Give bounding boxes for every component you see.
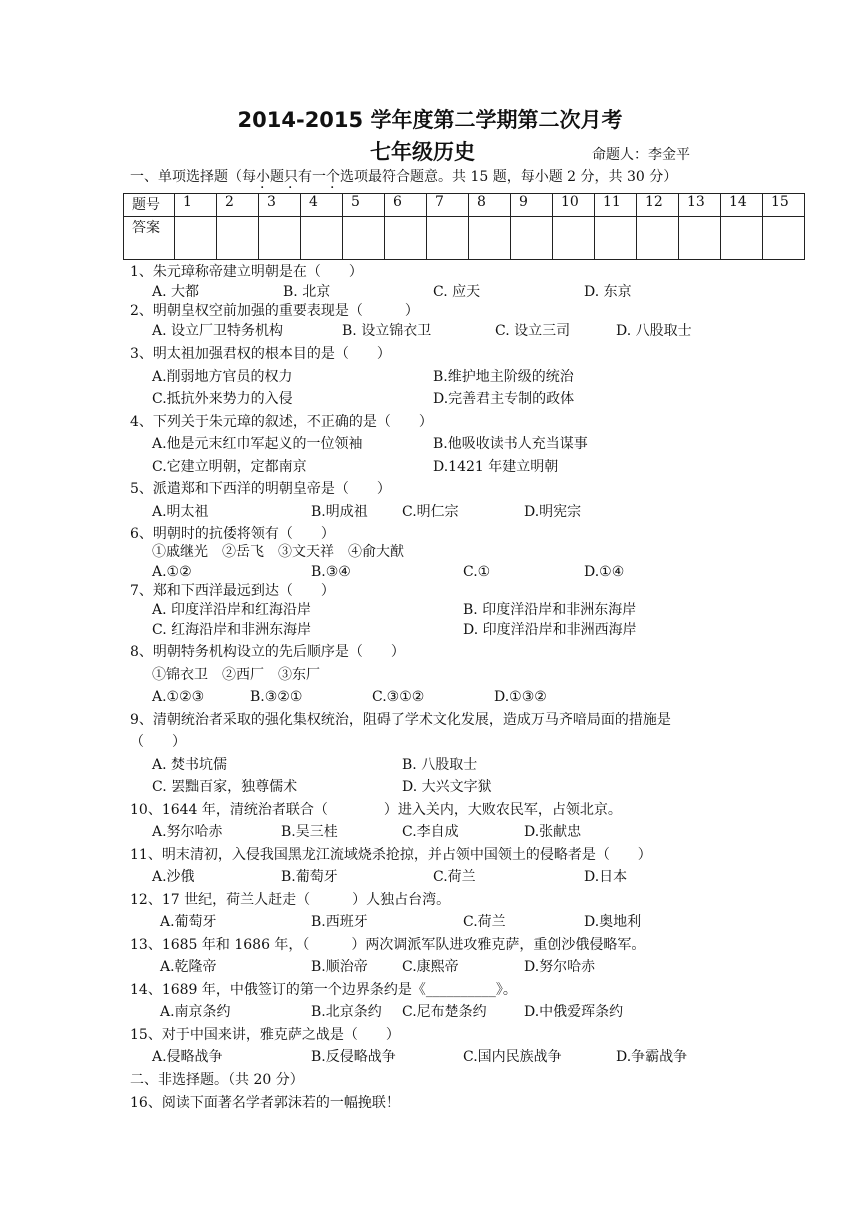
- answer-cell[interactable]: [595, 217, 637, 260]
- table-number-cell: 15: [763, 194, 805, 217]
- question-3-stem: 3、明太祖加强君权的根本目的是（ ）: [130, 346, 391, 362]
- question-2-option-d: D. 八股取士: [616, 323, 692, 339]
- question-4-option-d: D.1421 年建立明朝: [433, 459, 559, 475]
- question-7-option-a: A. 印度洋沿岸和红海沿岸: [152, 602, 312, 618]
- question-6-choices: ①戚继光 ②岳飞 ③文天祥 ④俞大猷: [152, 544, 404, 560]
- question-3-option-a: A.削弱地方官员的权力: [152, 369, 293, 385]
- question-9-option-c: C. 罢黜百家，独尊儒术: [152, 779, 298, 795]
- question-1-option-c: C. 应天: [433, 284, 481, 300]
- question-12-option-a: A.葡萄牙: [160, 914, 217, 930]
- question-2-option-a: A. 设立厂卫特务机构: [152, 323, 284, 339]
- question-7-stem: 7、郑和下西洋最远到达（ ）: [130, 583, 335, 599]
- table-number-cell: 14: [721, 194, 763, 217]
- question-9-stem-continued: （ ）: [130, 734, 186, 750]
- exam-author: 命题人：李金平: [592, 147, 690, 163]
- table-number-cell: 9: [511, 194, 553, 217]
- table-number-cell: 7: [427, 194, 469, 217]
- question-8-option-a: A.①②③: [152, 689, 205, 705]
- answer-cell[interactable]: [427, 217, 469, 260]
- question-14-option-a: A.南京条约: [160, 1004, 231, 1020]
- question-11-option-b: B.葡萄牙: [281, 869, 338, 885]
- answer-cell[interactable]: [553, 217, 595, 260]
- question-13-option-b: B.顺治帝: [311, 959, 368, 975]
- question-2-stem: 2、明朝皇权空前加强的重要表现是（ ）: [130, 303, 419, 319]
- question-15-option-c: C.国内民族战争: [463, 1049, 562, 1065]
- table-number-cell: 1: [175, 194, 217, 217]
- question-13-option-c: C.康熙帝: [402, 959, 459, 975]
- question-6-option-c: C.①: [463, 564, 491, 580]
- answer-cell[interactable]: [469, 217, 511, 260]
- answer-table: [123, 193, 805, 260]
- question-4-option-b: B.他吸收读书人充当谋事: [433, 436, 588, 452]
- question-11-stem: 11、明末清初，入侵我国黑龙江流域烧杀抢掠，并占领中国领土的侵略者是（ ）: [130, 847, 652, 863]
- question-9-option-d: D. 大兴文字狱: [402, 779, 492, 795]
- exam-title: 2014-2015 学年度第二学期第二次月考: [237, 108, 623, 132]
- question-6-stem: 6、明朝时的抗倭将领有（ ）: [130, 526, 335, 542]
- question-10-stem: 10、1644 年，清统治者联合（ ）进入关内，大败农民军，占领北京。: [130, 802, 622, 818]
- question-8-stem: 8、明朝特务机构设立的先后顺序是（ ）: [130, 644, 405, 660]
- answer-table-number-row: [124, 194, 805, 217]
- answer-table-answer-row: [124, 217, 805, 260]
- question-10-option-c: C.李自成: [402, 824, 459, 840]
- table-number-cell: 8: [469, 194, 511, 217]
- question-11-option-a: A.沙俄: [152, 869, 195, 885]
- question-3-option-c: C.抵抗外来势力的入侵: [152, 391, 293, 407]
- question-14-stem: 14、1689 年，中俄签订的第一个边界条约是《__________》。: [130, 982, 517, 998]
- question-4-option-a: A.他是元末红巾军起义的一位领袖: [152, 436, 363, 452]
- question-11-option-d: D.日本: [584, 869, 628, 885]
- answer-cell[interactable]: [721, 217, 763, 260]
- question-4-stem: 4、下列关于朱元璋的叙述，不正确的是（ ）: [130, 414, 433, 430]
- question-5-option-c: C.明仁宗: [402, 504, 459, 520]
- question-9-option-a: A. 焚书坑儒: [152, 757, 228, 773]
- question-6-option-b: B.③④: [311, 564, 351, 580]
- table-number-cell: 3: [259, 194, 301, 217]
- question-8-option-d: D.①③②: [494, 689, 547, 705]
- question-13-option-a: A.乾隆帝: [160, 959, 217, 975]
- section2-heading: 二、非选择题。（共 20 分）: [130, 1072, 304, 1088]
- question-13-stem: 13、1685 年和 1686 年，（ ）两次调派军队进攻雅克萨，重创沙俄侵略军。: [130, 937, 646, 953]
- answer-cell[interactable]: [217, 217, 259, 260]
- question-12-option-b: B.西班牙: [311, 914, 368, 930]
- answer-cell[interactable]: [385, 217, 427, 260]
- question-1-option-a: A. 大都: [152, 284, 200, 300]
- answer-cell[interactable]: [679, 217, 721, 260]
- table-number-cell: 2: [217, 194, 259, 217]
- exam-subtitle: 七年级历史: [370, 140, 475, 164]
- question-7-option-d: D. 印度洋沿岸和非洲西海岸: [463, 622, 637, 638]
- question-8-option-c: C.③①②: [372, 689, 425, 705]
- question-15-option-a: A.侵略战争: [152, 1049, 223, 1065]
- table-number-cell: 11: [595, 194, 637, 217]
- table-number-cell: 13: [679, 194, 721, 217]
- question-10-option-d: D.张献忠: [524, 824, 582, 840]
- question-5-stem: 5、派遣郑和下西洋的明朝皇帝是（ ）: [130, 481, 391, 497]
- question-15-option-d: D.争霸战争: [616, 1049, 688, 1065]
- table-number-cell: 5: [343, 194, 385, 217]
- question-12-stem: 12、17 世纪，荷兰人赶走（ ）人独占台湾。: [130, 892, 451, 908]
- question-8-choices: ①锦衣卫 ②西厂 ③东厂: [152, 667, 320, 683]
- question-9-stem: 9、清朝统治者采取的强化集权统治，阻碍了学术文化发展，造成万马齐喑局面的措施是: [130, 712, 671, 728]
- table-number-cell: 6: [385, 194, 427, 217]
- question-16-stem: 16、阅读下面著名学者郭沫若的一幅挽联！: [130, 1095, 400, 1111]
- question-3-option-b: B.维护地主阶级的统治: [433, 369, 574, 385]
- question-4-option-c: C.它建立明朝，定都南京: [152, 459, 307, 475]
- question-1-option-b: B. 北京: [283, 284, 331, 300]
- table-number-cell: 12: [637, 194, 679, 217]
- table-number-cell: 4: [301, 194, 343, 217]
- question-11-option-c: C.荷兰: [433, 869, 476, 885]
- question-5-option-a: A.明太祖: [152, 504, 209, 520]
- question-13-option-d: D.努尔哈赤: [524, 959, 596, 975]
- table-number-cell: 10: [553, 194, 595, 217]
- question-7-option-c: C. 红海沿岸和非洲东海岸: [152, 622, 312, 638]
- question-10-option-b: B.吴三桂: [281, 824, 338, 840]
- question-12-option-d: D.奥地利: [584, 914, 642, 930]
- question-15-stem: 15、对于中国来讲，雅克萨之战是（ ）: [130, 1027, 400, 1043]
- question-14-option-b: B.北京条约: [311, 1004, 382, 1020]
- answer-cell[interactable]: [301, 217, 343, 260]
- question-7-option-b: B. 印度洋沿岸和非洲东海岸: [463, 602, 637, 618]
- question-14-option-c: C.尼布楚条约: [402, 1004, 487, 1020]
- question-2-option-b: B. 设立锦衣卫: [342, 323, 432, 339]
- question-8-option-b: B.③②①: [250, 689, 303, 705]
- answer-cell[interactable]: [343, 217, 385, 260]
- question-2-option-c: C. 设立三司: [495, 323, 571, 339]
- answer-cell[interactable]: [259, 217, 301, 260]
- question-6-option-d: D.①④: [584, 564, 625, 580]
- question-3-option-d: D.完善君主专制的政体: [433, 391, 575, 407]
- question-10-option-a: A.努尔哈赤: [152, 824, 223, 840]
- question-5-option-d: D.明宪宗: [524, 504, 582, 520]
- answer-cell[interactable]: [511, 217, 553, 260]
- table-label-number: 题号: [124, 194, 175, 217]
- section1-heading: 一、单项选择题（每小题只有一个选项最符合题意。共 15 题，每小题 2 分，共 30 分）: [130, 169, 678, 185]
- question-1-stem: 1、朱元璋称帝建立明朝是在（ ）: [130, 264, 363, 280]
- answer-cell[interactable]: [763, 217, 805, 260]
- question-12-option-c: C.荷兰: [463, 914, 506, 930]
- question-14-option-d: D.中俄爱珲条约: [524, 1004, 624, 1020]
- answer-cell[interactable]: [175, 217, 217, 260]
- table-label-answer: 答案: [124, 217, 175, 260]
- question-5-option-b: B.明成祖: [311, 504, 368, 520]
- question-6-option-a: A.①②: [152, 564, 192, 580]
- answer-cell[interactable]: [637, 217, 679, 260]
- question-9-option-b: B. 八股取士: [402, 757, 478, 773]
- question-15-option-b: B.反侵略战争: [311, 1049, 396, 1065]
- question-1-option-d: D. 东京: [584, 284, 632, 300]
